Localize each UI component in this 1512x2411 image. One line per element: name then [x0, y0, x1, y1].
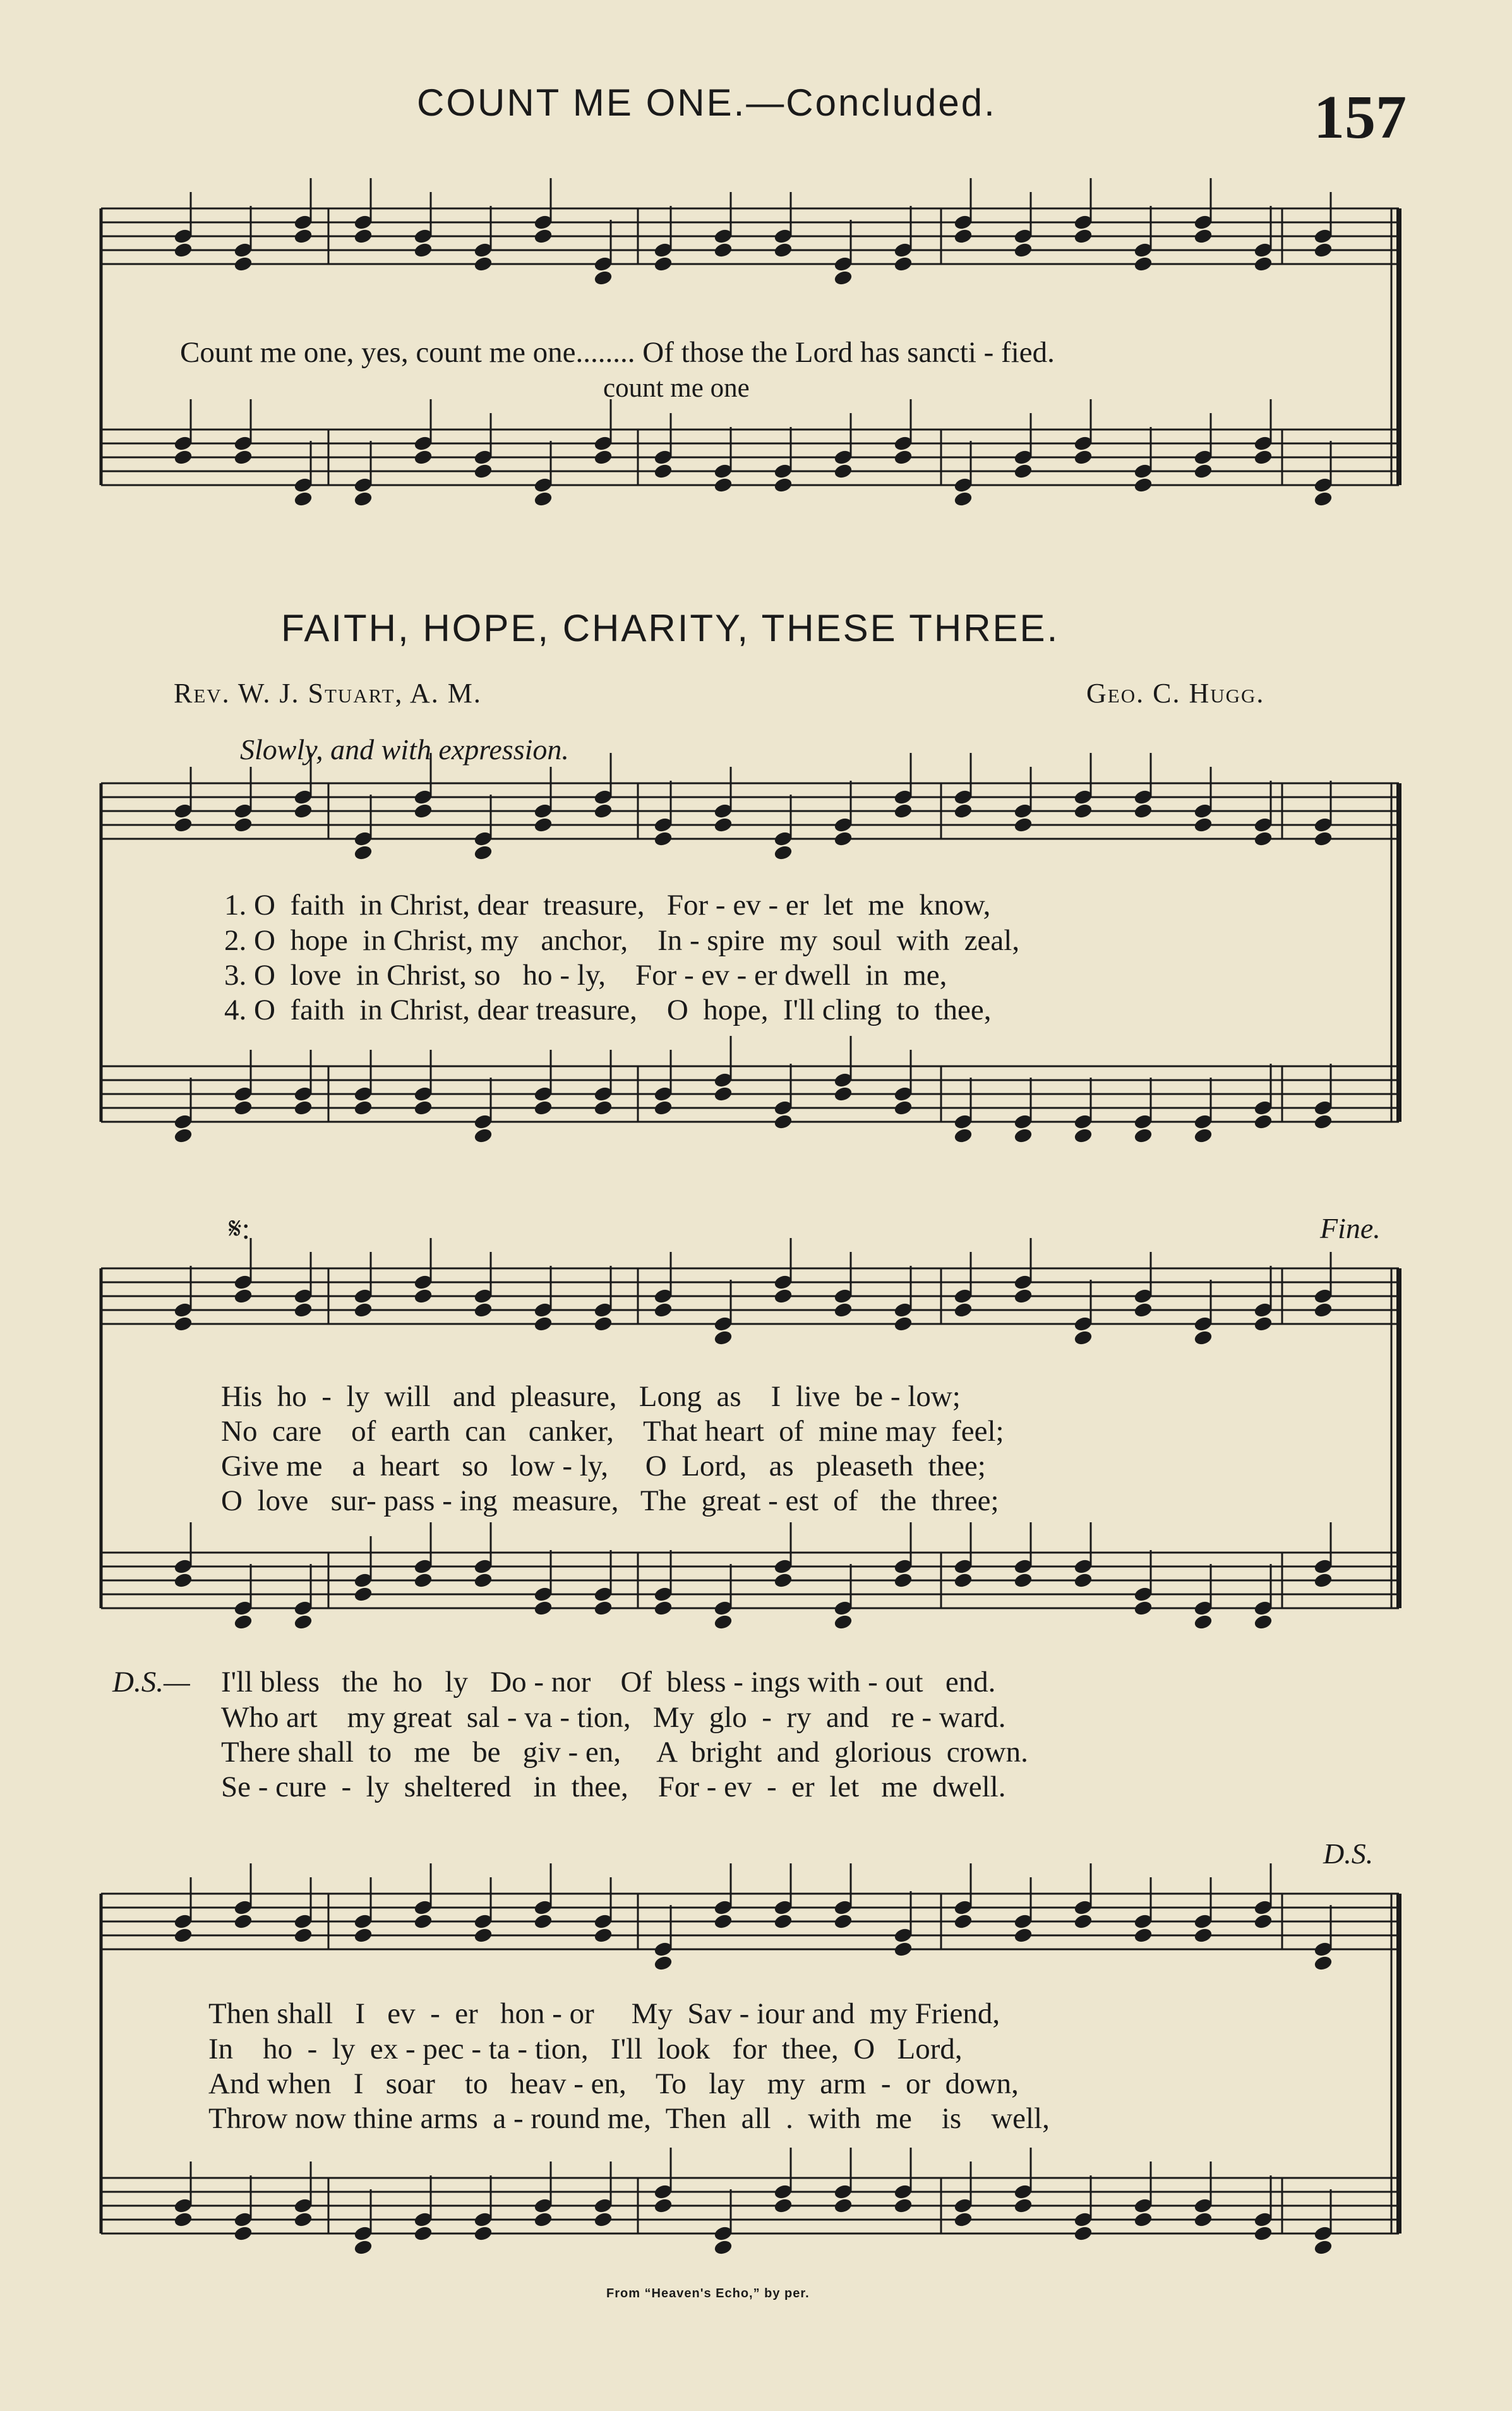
notehead: [834, 1086, 853, 1102]
notehead: [234, 1614, 253, 1630]
notehead: [1134, 2211, 1153, 2228]
page-number: 157: [1314, 83, 1407, 152]
notehead: [594, 1100, 613, 1116]
composer: Geo. C. Hugg.: [1086, 678, 1265, 709]
notehead: [954, 1127, 973, 1144]
verse-line-1: Then shall I ev - er hon - or My Sav - iour and my Friend,: [208, 1997, 1000, 2030]
notehead: [534, 1600, 553, 1616]
notehead: [1134, 256, 1153, 272]
hymn-title: FAITH, HOPE, CHARITY, THESE THREE.: [281, 607, 1060, 649]
notehead: [234, 1100, 253, 1116]
notehead: [1314, 2239, 1333, 2256]
notehead: [1314, 1955, 1333, 1971]
notehead: [414, 1913, 433, 1930]
notehead: [474, 463, 493, 479]
notehead: [234, 256, 253, 272]
notehead: [714, 477, 733, 493]
notehead: [1254, 1114, 1273, 1130]
verse-line-2: 2. O hope in Christ, my anchor, In - spire my soul with zeal,: [224, 924, 1020, 957]
notehead: [1314, 1114, 1333, 1130]
notehead: [834, 1302, 853, 1318]
notehead: [834, 2198, 853, 2214]
notehead: [534, 491, 553, 507]
notehead: [174, 1927, 193, 1944]
notehead: [714, 2239, 733, 2256]
notehead: [1194, 1330, 1213, 1346]
notehead: [414, 1100, 433, 1116]
notehead: [774, 1572, 793, 1589]
notehead: [534, 817, 553, 833]
notehead: [1194, 2211, 1213, 2228]
notehead: [1254, 1614, 1273, 1630]
notehead: [1134, 1302, 1153, 1318]
ds-line-4: Se - cure - ly sheltered in thee, For - ev - er let me dwell.: [221, 1771, 1006, 1803]
notehead: [414, 242, 433, 258]
notehead: [1194, 1614, 1213, 1630]
notehead: [834, 270, 853, 286]
notehead: [534, 228, 553, 244]
notehead: [534, 1913, 553, 1930]
notehead: [954, 1572, 973, 1589]
notehead: [1314, 831, 1333, 847]
notehead: [474, 1572, 493, 1589]
notehead: [234, 1913, 253, 1930]
notehead: [654, 2198, 673, 2214]
notehead: [234, 2225, 253, 2242]
notehead: [1254, 1316, 1273, 1332]
notehead: [534, 2211, 553, 2228]
notehead: [354, 1100, 373, 1116]
notehead: [354, 1302, 373, 1318]
verse-line-3: And when I soar to heav - en, To lay my arm - or down,: [208, 2067, 1019, 2100]
notehead: [234, 449, 253, 466]
notehead: [414, 1288, 433, 1304]
notehead: [1014, 1927, 1033, 1944]
verse-line-1: 1. O faith in Christ, dear treasure, For - ev - er let me know,: [224, 889, 991, 922]
running-title: COUNT ME ONE.—Concluded.: [417, 81, 997, 124]
notehead: [894, 1572, 913, 1589]
notehead: [174, 2211, 193, 2228]
notehead: [774, 1288, 793, 1304]
notehead: [594, 1927, 613, 1944]
notehead: [1194, 463, 1213, 479]
notehead: [1074, 1572, 1093, 1589]
notehead: [1014, 2198, 1033, 2214]
notehead: [894, 2198, 913, 2214]
notehead: [594, 1600, 613, 1616]
notehead: [1194, 817, 1213, 833]
notehead: [954, 491, 973, 507]
fine-marking: Fine.: [1320, 1212, 1381, 1244]
verse-line-3: Give me a heart so low - ly, O Lord, as pleaseth thee;: [221, 1450, 986, 1482]
notehead: [834, 1913, 853, 1930]
notehead: [594, 803, 613, 819]
notehead: [1014, 463, 1033, 479]
notehead: [234, 817, 253, 833]
ds-marking: D.S.: [1323, 1837, 1374, 1870]
ds-line-3: There shall to me be giv - en, A bright and glorious crown.: [221, 1736, 1028, 1769]
notehead: [534, 1100, 553, 1116]
notehead: [1134, 1600, 1153, 1616]
notehead: [294, 1614, 313, 1630]
segno-sign: 𝄋:: [229, 1212, 250, 1246]
notehead: [474, 1927, 493, 1944]
notehead: [594, 449, 613, 466]
notehead: [894, 449, 913, 466]
notehead: [1254, 256, 1273, 272]
notehead: [1074, 2225, 1093, 2242]
source-credit: From “Heaven's Echo,” by per.: [606, 2287, 810, 2300]
notehead: [654, 831, 673, 847]
notehead: [774, 2198, 793, 2214]
notehead: [1254, 831, 1273, 847]
verse-line-2: In ho - ly ex - pec - ta - tion, I'll look for thee, O Lord,: [208, 2033, 963, 2065]
notehead: [414, 1572, 433, 1589]
notehead: [474, 1127, 493, 1144]
notehead: [174, 817, 193, 833]
notehead: [294, 1302, 313, 1318]
notehead: [474, 845, 493, 861]
notehead: [1074, 449, 1093, 466]
notehead: [354, 228, 373, 244]
notehead: [294, 1100, 313, 1116]
notehead: [654, 1100, 673, 1116]
notehead: [534, 1316, 553, 1332]
verse-line-1: His ho - ly will and pleasure, Long as I live be - low;: [221, 1380, 961, 1413]
author: Rev. W. J. Stuart, A. M.: [174, 678, 482, 709]
notehead: [1074, 228, 1093, 244]
notehead: [414, 2225, 433, 2242]
notehead: [354, 1586, 373, 1602]
ds-line-2: Who art my great sal - va - tion, My glo - ry and re - ward.: [221, 1701, 1006, 1734]
notehead: [1014, 1572, 1033, 1589]
notehead: [1254, 449, 1273, 466]
notehead: [174, 242, 193, 258]
notehead: [1194, 1927, 1213, 1944]
verse-line-2: No care of earth can canker, That heart of mine may feel;: [221, 1415, 1004, 1448]
notehead: [234, 1288, 253, 1304]
notehead: [294, 491, 313, 507]
notehead: [774, 1114, 793, 1130]
notehead: [294, 803, 313, 819]
notehead: [354, 491, 373, 507]
verse-line-3: 3. O love in Christ, so ho - ly, For - ev - er dwell in me,: [224, 959, 947, 992]
notehead: [954, 228, 973, 244]
notehead: [714, 1614, 733, 1630]
notehead: [1254, 2225, 1273, 2242]
notehead: [1074, 1127, 1093, 1144]
notehead: [714, 1913, 733, 1930]
notehead: [1134, 803, 1153, 819]
notehead: [714, 242, 733, 258]
notehead: [1014, 817, 1033, 833]
notehead: [174, 1127, 193, 1144]
notehead: [954, 2211, 973, 2228]
notehead: [894, 1941, 913, 1957]
notehead: [1074, 1330, 1093, 1346]
ds-label: D.S.—: [112, 1666, 190, 1699]
notehead: [774, 1913, 793, 1930]
notehead: [1254, 1913, 1273, 1930]
ds-line-1: I'll bless the ho ly Do - nor Of bless - ings with - out end.: [221, 1666, 996, 1699]
notehead: [654, 463, 673, 479]
notehead: [654, 1600, 673, 1616]
notehead: [1134, 477, 1153, 493]
notehead: [894, 256, 913, 272]
notehead: [174, 449, 193, 466]
notehead: [954, 1913, 973, 1930]
notehead: [594, 270, 613, 286]
notehead: [954, 1302, 973, 1318]
notehead: [774, 242, 793, 258]
notehead: [354, 2239, 373, 2256]
notehead: [714, 1086, 733, 1102]
notehead: [894, 1316, 913, 1332]
notehead: [354, 1927, 373, 1944]
notehead: [174, 1316, 193, 1332]
notehead: [774, 477, 793, 493]
notehead: [1194, 228, 1213, 244]
notehead: [1194, 1127, 1213, 1144]
notehead: [654, 256, 673, 272]
notehead: [774, 845, 793, 861]
notehead: [1314, 1302, 1333, 1318]
notehead: [594, 1316, 613, 1332]
notehead: [1014, 242, 1033, 258]
notehead: [414, 449, 433, 466]
notehead: [834, 463, 853, 479]
notehead: [174, 1572, 193, 1589]
notehead: [1074, 1913, 1093, 1930]
notehead: [1074, 803, 1093, 819]
verse-line-4: Throw now thine arms a - round me, Then all . with me is well,: [208, 2102, 1050, 2135]
notehead: [894, 803, 913, 819]
notehead: [834, 1614, 853, 1630]
notehead: [414, 803, 433, 819]
notehead: [894, 1100, 913, 1116]
notehead: [354, 845, 373, 861]
count-me-one-bass-echo: count me one: [603, 373, 750, 403]
notehead: [474, 2225, 493, 2242]
verse-line-4: O love sur- pass - ing measure, The great - est of the three;: [221, 1484, 999, 1517]
notehead: [1314, 491, 1333, 507]
notehead: [714, 1330, 733, 1346]
notehead: [474, 256, 493, 272]
count-me-one-lyric: Count me one, yes, count me one........ Of those the Lord has sancti - fied.: [180, 336, 1055, 369]
notehead: [1014, 1127, 1033, 1144]
notehead: [654, 1955, 673, 1971]
notehead: [1014, 1288, 1033, 1304]
notehead: [1134, 1927, 1153, 1944]
verse-line-4: 4. O faith in Christ, dear treasure, O hope, I'll cling to thee,: [224, 994, 992, 1026]
notehead: [474, 1302, 493, 1318]
notehead: [594, 2211, 613, 2228]
notehead: [294, 228, 313, 244]
notehead: [1314, 1572, 1333, 1589]
notehead: [1134, 1127, 1153, 1144]
notehead: [954, 803, 973, 819]
notehead: [294, 2211, 313, 2228]
tempo-marking: Slowly, and with expression.: [240, 733, 569, 766]
notehead: [1314, 242, 1333, 258]
notehead: [654, 1302, 673, 1318]
notehead: [714, 817, 733, 833]
notehead: [294, 1927, 313, 1944]
notehead: [834, 831, 853, 847]
